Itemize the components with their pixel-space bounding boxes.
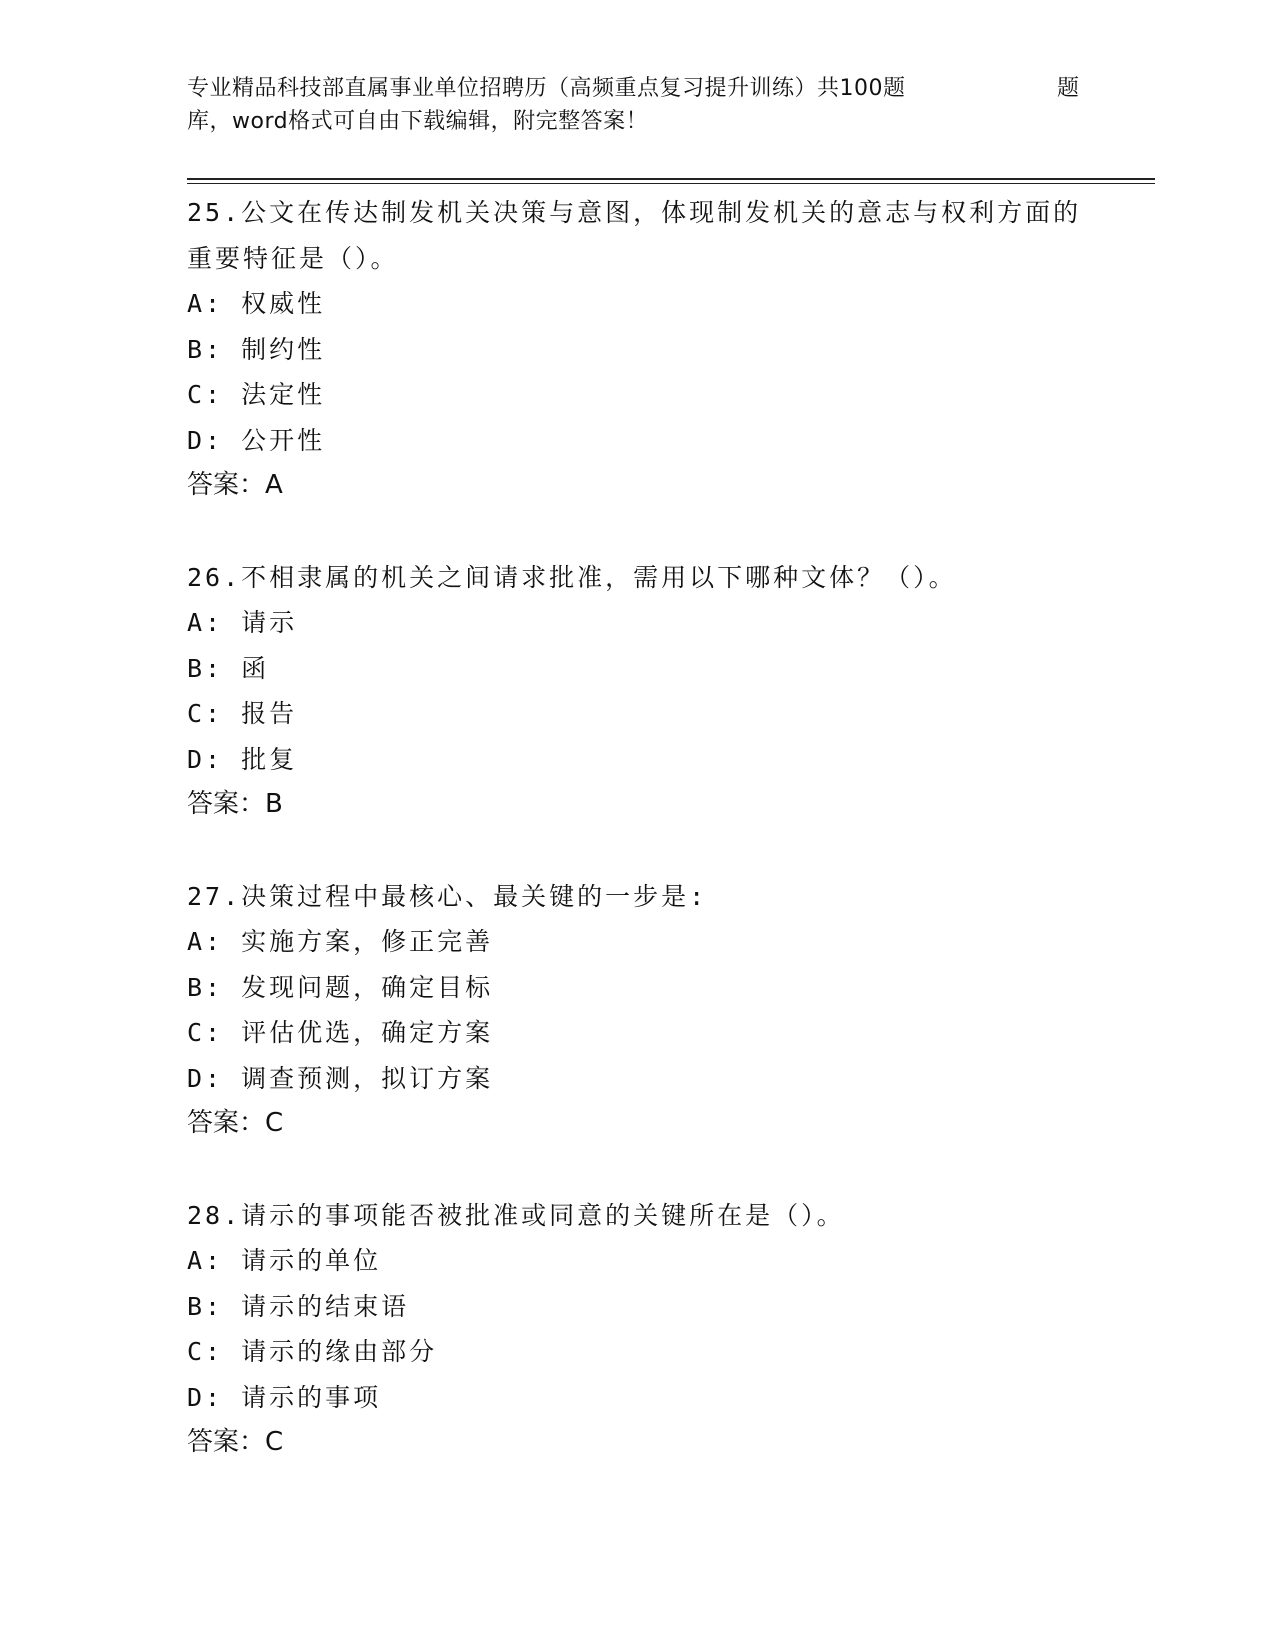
option-d: D: 公开性 [187,425,326,455]
option-d: D: 请示的事项 [187,1382,382,1412]
document-header [187,72,1087,138]
question-27 [187,874,1087,1147]
answer: 答案：C [187,1108,284,1138]
header-divider-thin [187,183,1155,184]
question-text: 28.请示的事项能否被批准或同意的关键所在是（）。 [187,1200,845,1230]
question-26 [187,555,1087,828]
question-28 [187,1193,1087,1466]
option-d: D: 调查预测，拟订方案 [187,1063,494,1093]
option-d: D: 批复 [187,744,298,774]
option-a: A: 请示的单位 [187,1246,382,1275]
option-c: C: 评估优选，确定方案 [187,1018,494,1047]
option-b: B: 函 [187,653,270,683]
option-b: B: 请示的结束语 [187,1291,410,1321]
question-list [187,190,1087,1512]
answer: 答案：B [187,789,283,819]
option-a: A: 请示 [187,608,298,637]
option-c: C: 请示的缘由部分 [187,1337,438,1366]
option-b: B: 发现问题，确定目标 [187,972,494,1002]
header-line-1: 专业精品科技部直属事业单位招聘历（高频重点复习提升训练）共100题 [187,76,906,101]
question-text: 27.决策过程中最核心、最关键的一步是: [187,881,708,911]
option-c: C: 法定性 [187,380,326,409]
question-25 [187,190,1087,509]
answer: 答案：A [187,470,283,500]
header-line-2: 库，word格式可自由下载编辑，附完整答案！ [187,109,649,134]
question-text: 26.不相隶属的机关之间请求批准，需用以下哪种文体？（）。 [187,562,957,592]
header-divider-thick [187,178,1155,180]
answer: 答案：C [187,1427,284,1457]
option-a: A: 权威性 [187,289,326,318]
option-b: B: 制约性 [187,334,326,364]
option-a: A: 实施方案，修正完善 [187,927,494,956]
question-text: 25.公文在传达制发机关决策与意图，体现制发机关的意志与权利方面的重要特征是（）。 [187,198,1082,273]
header-line-1-extra: 题 [1057,76,1080,101]
option-c: C: 报告 [187,699,298,728]
